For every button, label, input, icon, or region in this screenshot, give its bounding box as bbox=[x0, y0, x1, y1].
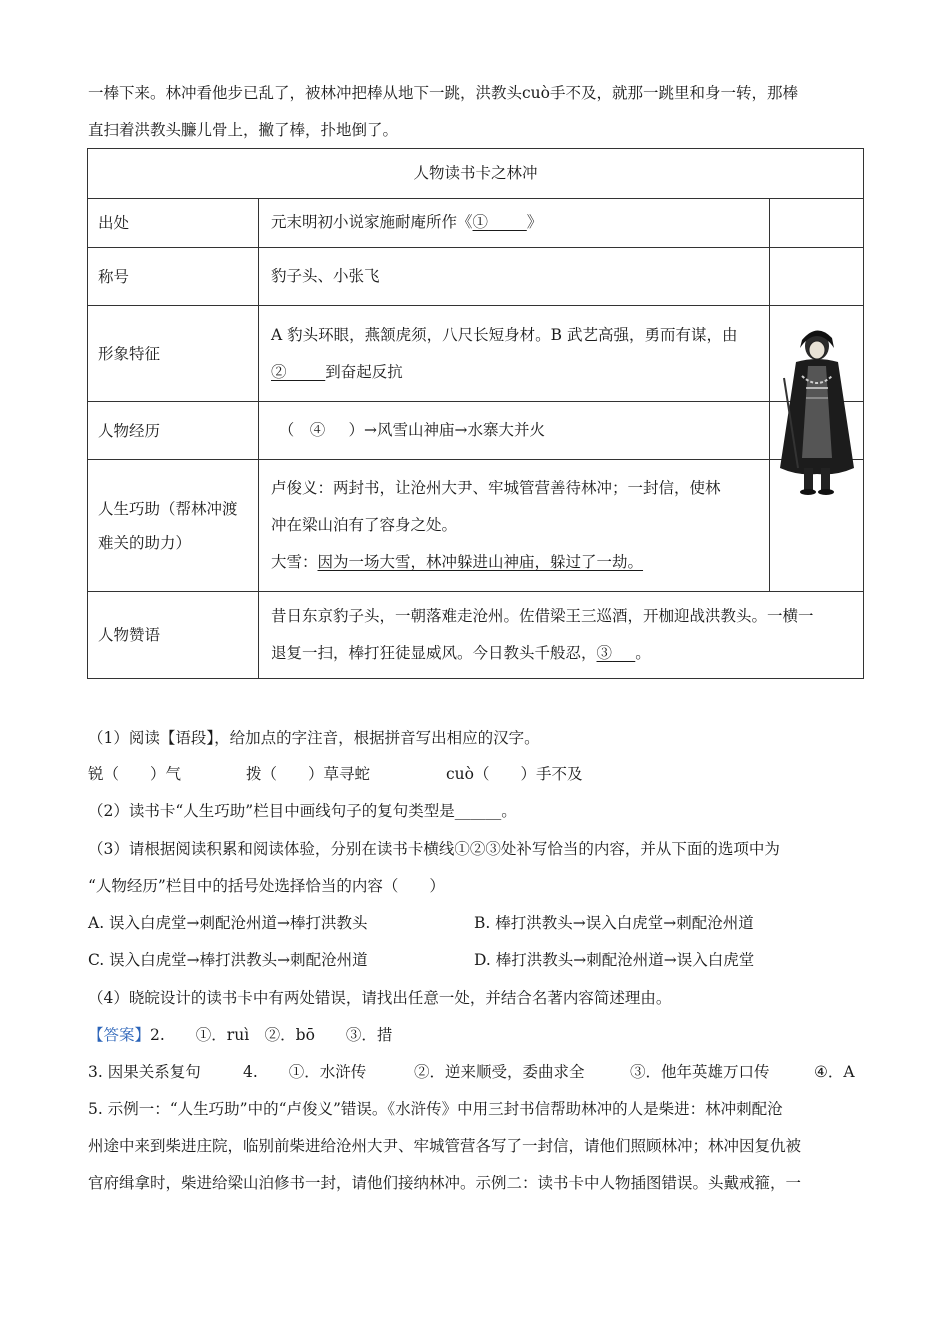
option-c: C. 误入白虎堂→棒打洪教头→刺配沧州道 bbox=[88, 951, 368, 969]
question-1: （1）阅读【语段】，给加点的字注音，根据拼音写出相应的汉字。 bbox=[88, 729, 540, 747]
answer-4-3: ③．他年英雄万口传 bbox=[630, 1063, 770, 1081]
option-d: D. 棒打洪教头→刺配沧州道→误入白虎堂 bbox=[474, 951, 755, 969]
passage-line-1: 一棒下来。林冲看他步已乱了，被林冲把棒从地下一跳，洪教头cuò手不及，就那一跳里和身一转，那棒 bbox=[88, 84, 798, 102]
row-label: 人生巧助（帮林冲渡 难关的助力） bbox=[88, 460, 259, 591]
answer-4-2: ②．逆来顺受，委曲求全 bbox=[414, 1063, 585, 1081]
source-text-end: 》 bbox=[526, 213, 543, 231]
answer-5-line-3: 官府缉拿时，柴进给梁山泊修书一封，请他们接纳林冲。示例二：读书卡中人物插图错误。头戴戒箍，一 bbox=[88, 1174, 802, 1192]
answer-line-1: 【答案】2. ①．ruì ②．bō ③．措 bbox=[88, 1026, 393, 1044]
answer-4-4: ④．A bbox=[814, 1063, 855, 1081]
row-value: 卢俊义：两封书，让沧州大尹、牢城管营善待林冲；一封信，使林 冲在梁山泊有了容身之处。 大雪：因为一场大雪，林冲躲进山神庙，躲过了一劫。 bbox=[259, 460, 770, 591]
source-text: 元末明初小说家施耐庵所作《 bbox=[271, 213, 473, 231]
praise-line-1: 昔日东京豹子头，一朝落难走沧州。佐借梁王三巡酒，开枷迎战洪教头。一横一 bbox=[271, 607, 814, 625]
traits-line-2: 到奋起反抗 bbox=[325, 362, 403, 381]
card-row-praise bbox=[88, 592, 863, 679]
row-label: 人物经历 bbox=[88, 402, 259, 459]
passage-line-2: 直扫着洪教头臁儿骨上，撇了棒，扑地倒了。 bbox=[88, 121, 399, 139]
q1-item-2: 拨（ ）草寻蛇 bbox=[246, 765, 371, 783]
row-label: 人物赞语 bbox=[88, 592, 259, 678]
card-title: 人物读书卡之林冲 bbox=[88, 149, 863, 199]
helpers-line-2: 冲在梁山泊有了容身之处。 bbox=[271, 516, 458, 534]
blank-3: ③ bbox=[596, 644, 613, 662]
answer-label: 【答案】 bbox=[88, 1026, 151, 1044]
card-row-helpers bbox=[88, 460, 863, 592]
answer-3: 3. 因果关系复句 bbox=[88, 1063, 201, 1081]
reading-card-table bbox=[87, 148, 864, 679]
helpers-line-1: 卢俊义：两封书，让沧州大尹、牢城管营善待林冲；一封信，使林 bbox=[271, 479, 721, 497]
row-label: 形象特征 bbox=[88, 306, 259, 401]
answer-5-line-1: 5. 示例一：“人生巧助”中的“卢俊义”错误。《水浒传》中用三封书信帮助林冲的人是柴进：林冲刺配沧 bbox=[88, 1100, 783, 1118]
question-4: （4）晓皖设计的读书卡中有两处错误，请找出任意一处，并结合名著内容简述理由。 bbox=[88, 989, 672, 1007]
answer-4-1: 4. ①．水浒传 bbox=[243, 1063, 367, 1081]
traits-line-1: A 豹头环眼，燕颔虎须，八尺长短身材。B 武艺高强，勇而有谋，由 bbox=[271, 325, 738, 344]
blank-4: ④ bbox=[309, 421, 326, 439]
blank-1: ① bbox=[472, 213, 489, 231]
card-row-nickname bbox=[88, 248, 863, 306]
row-label: 出处 bbox=[88, 198, 259, 247]
experience-text: →风雪山神庙→水寨大并火 bbox=[364, 421, 546, 439]
option-a: A. 误入白虎堂→刺配沧州道→棒打洪教头 bbox=[88, 914, 368, 932]
row-value bbox=[259, 198, 770, 247]
card-row-traits bbox=[88, 306, 863, 402]
blank-2: ② bbox=[271, 362, 287, 381]
option-b: B. 棒打洪教头→误入白虎堂→刺配沧州道 bbox=[474, 914, 754, 932]
lin-chong-portrait-icon bbox=[771, 198, 863, 592]
row-value: （ ④ ）→风雪山神庙→水寨大并火 bbox=[259, 402, 770, 459]
row-value: 昔日东京豹子头，一朝落难走沧州。佐借梁王三巡酒，开枷迎战洪教头。一横一 退复一扫，棒打狂徒显威风。今日教头千般忍，③ 。 bbox=[259, 592, 863, 678]
question-3-line-2: “人物经历”栏目中的括号处选择恰当的内容（ ） bbox=[88, 877, 445, 895]
answer-5-line-2: 州途中来到柴进庄院，临别前柴进给沧州大尹、牢城管营各写了一封信，请他们照顾林冲；林冲因复仇被 bbox=[88, 1137, 802, 1155]
row-value: 豹子头、小张飞 bbox=[259, 248, 770, 305]
underlined-sentence: 因为一场大雪，林冲躲进山神庙，躲过了一劫。 bbox=[317, 553, 644, 571]
question-2: （2）读书卡“人生巧助”栏目中画线句子的复句类型是______。 bbox=[88, 802, 517, 820]
question-3-line-1: （3）请根据阅读积累和阅读体验，分别在读书卡横线①②③处补写恰当的内容，并从下面的选项中为 bbox=[88, 840, 780, 858]
card-row-source bbox=[88, 198, 863, 248]
row-label: 称号 bbox=[88, 248, 259, 305]
row-value bbox=[259, 306, 770, 401]
q1-item-3: cuò（ ）手不及 bbox=[446, 765, 583, 783]
card-row-experience bbox=[88, 402, 863, 460]
q1-item-1: 锐（ ）气 bbox=[88, 765, 182, 783]
